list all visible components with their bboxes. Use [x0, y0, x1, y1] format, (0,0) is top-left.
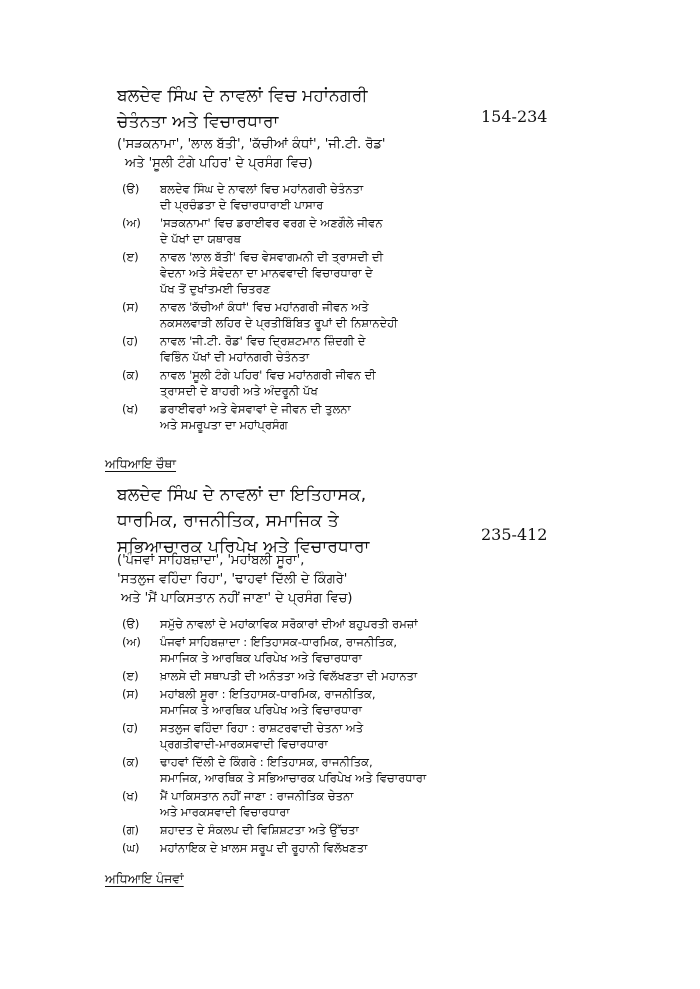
- item-text: ਮਹਾਂਬਲੀ ਸੂਰਾ : ਇਤਿਹਾਸਕ-ਧਾਰਮਿਕ, ਰਾਜਨੀਤਿਕ,: [160, 687, 376, 701]
- item-text: ਵੇਦਨਾ ਅਤੇ ਸੰਵੇਦਨਾ ਦਾ ਮਾਨਵਵਾਦੀ ਵਿਚਾਰਧਾਰਾ ਦੇ: [160, 266, 373, 280]
- list-item: [122, 840, 426, 856]
- section2-subhead-line: ('ਪੰਜਵਾਂ ਸਾਹਿਬਜ਼ਾਦਾ', 'ਮਹਾਂਬਲੀ ਸੂਰਾ',: [117, 553, 305, 568]
- item-text: ਪ੍ਰਗਤੀਵਾਦੀ-ਮਾਰਕਸਵਾਦੀ ਵਿਚਾਰਧਾਰਾ: [160, 737, 328, 751]
- section1-subhead-line: ('ਸੜਕਨਾਮਾ', 'ਲਾਲ ਬੱਤੀ', 'ਕੱਚੀਆਂ ਕੰਧਾਂ', 'ਜੀ.ਟੀ. ਰੋਡ': [117, 137, 386, 152]
- item-marker: (ਹ): [122, 334, 139, 348]
- item-text: ਢਾਹਵਾਂ ਦਿੱਲੀ ਦੇ ਕਿੰਗਰੇ : ਇਤਿਹਾਸਕ, ਰਾਜਨੀਤਿਕ,: [160, 755, 373, 769]
- item-text: ਨਕਸਲਵਾੜੀ ਲਹਿਰ ਦੇ ਪ੍ਰਤੀਬਿੰਬਿਤ ਰੂਪਾਂ ਦੀ ਨਿਸ਼ਾਨਦੇਹੀ: [160, 316, 398, 330]
- item-text: ਤ੍ਰਾਸਦੀ ਦੇ ਬਾਹਰੀ ਅਤੇ ਅੰਦਰੂਨੀ ਪੱਖ: [160, 384, 318, 398]
- item-text: ਪੱਖ ਤੋਂ ਦੁਖਾਂਤਮਈ ਚਿਤਰਣ: [160, 282, 271, 296]
- item-marker: (ਸ): [122, 687, 139, 701]
- item-text: ਵਿਭਿੰਨ ਪੱਖਾਂ ਦੀ ਮਹਾਂਨਗਰੀ ਚੇਤੰਨਤਾ: [160, 350, 310, 364]
- item-text: ਪੰਜਵਾਂ ਸਾਹਿਬਜ਼ਾਦਾ : ਇਤਿਹਾਸਕ-ਧਾਰਮਿਕ, ਰਾਜਨੀਤਿਕ,: [160, 635, 398, 649]
- section2-subhead-line: 'ਸਤਲੁਜ ਵਹਿੰਦਾ ਰਿਹਾ', 'ਢਾਹਵਾਂ ਦਿੱਲੀ ਦੇ ਕਿੰਗਰੇ': [117, 572, 348, 587]
- list-item: [122, 215, 398, 247]
- section1-item-list: [122, 181, 398, 435]
- item-text: ਅਤੇ ਮਾਰਕਸਵਾਦੀ ਵਿਚਾਰਧਾਰਾ: [160, 805, 290, 819]
- list-item: [122, 616, 426, 632]
- section1-title-line: ਚੇਤੰਨਤਾ ਅਤੇ ਵਿਚਾਰਧਾਰਾ: [117, 112, 279, 132]
- item-marker: (ਖ): [122, 402, 139, 416]
- item-text: ਅਤੇ ਸਮਰੂਪਤਾ ਦਾ ਮਹਾਂਪ੍ਰਸੰਗ: [160, 418, 288, 432]
- item-text: ਨਾਵਲ 'ਲਾਲ ਬੱਤੀ' ਵਿਚ ਵੇਸਵਾਗਮਨੀ ਦੀ ਤ੍ਰਾਸਦੀ ਦੀ: [160, 250, 384, 264]
- item-marker: (ਕ): [122, 755, 139, 769]
- list-item: [122, 754, 426, 786]
- item-marker: (ੲ): [122, 669, 139, 683]
- item-marker: (ਘ): [122, 841, 140, 855]
- section2-title-line: ਧਾਰਮਿਕ, ਰਾਜਨੀਤਿਕ, ਸਮਾਜਿਕ ਤੇ: [117, 511, 339, 531]
- section2-title-line: ਬਲਦੇਵ ਸਿੰਘ ਦੇ ਨਾਵਲਾਂ ਦਾ ਇਤਿਹਾਸਕ,: [117, 485, 367, 505]
- section1-page-range: 154-234: [481, 107, 548, 126]
- list-item: [122, 634, 426, 666]
- list-item: [122, 686, 426, 718]
- section2-title: [117, 483, 370, 559]
- item-text: ਨਾਵਲ 'ਜੀ.ਟੀ. ਰੋਡ' ਵਿਚ ਦ੍ਰਿਸ਼ਟਮਾਨ ਜ਼ਿੰਦਗੀ ਦੇ: [160, 334, 366, 348]
- item-text: ਨਾਵਲ 'ਕੱਚੀਆਂ ਕੰਧਾਂ' ਵਿਚ ਮਹਾਂਨਗਰੀ ਜੀਵਨ ਅਤੇ: [160, 300, 369, 314]
- item-text: ਮਹਾਂਨਾਇਕ ਦੇ ਖ਼ਾਲਸ ਸਰੂਪ ਦੀ ਰੂਹਾਨੀ ਵਿਲੱਖਣਤਾ: [160, 841, 368, 855]
- list-item: [122, 181, 398, 213]
- list-item: [122, 249, 398, 297]
- item-text: ਡਰਾਈਵਰਾਂ ਅਤੇ ਵੇਸਵਾਵਾਂ ਦੇ ਜੀਵਨ ਦੀ ਤੁਲਨਾ: [160, 402, 351, 416]
- list-item: [122, 668, 426, 684]
- item-text: 'ਸੜਕਨਾਮਾ' ਵਿਚ ਡਰਾਈਵਰ ਵਰਗ ਦੇ ਅਣਗੌਲੇ ਜੀਵਨ: [160, 216, 383, 230]
- item-text: ਨਾਵਲ 'ਸੂਲੀ ਟੰਗੇ ਪਹਿਰ' ਵਿਚ ਮਹਾਂਨਗਰੀ ਜੀਵਨ ਦੀ: [160, 368, 376, 382]
- item-text: ਸ਼ਹਾਦਤ ਦੇ ਸੰਕਲਪ ਦੀ ਵਿਸ਼ਿਸ਼ਟਤਾ ਅਤੇ ਉੱਚਤਾ: [160, 823, 359, 837]
- item-marker: (ੳ): [122, 617, 140, 631]
- chapter-four-heading: ਅਧਿਆਇ ਚੌਥਾ: [105, 456, 177, 471]
- item-marker: (ਅ): [122, 216, 141, 230]
- section2-subhead-line: ਅਤੇ 'ਮੈਂ ਪਾਕਿਸਤਾਨ ਨਹੀਂ ਜਾਣਾ' ਦੇ ਪ੍ਰਸੰਗ ਵਿਚ): [121, 591, 353, 606]
- list-item: [122, 401, 398, 433]
- section2-title-line: ਸਭਿਆਚਾਰਕ ਪਰਿਪੇਖ ਅਤੇ ਵਿਚਾਰਧਾਰਾ: [117, 537, 370, 557]
- item-text: ਸਮਾਜਿਕ ਤੇ ਆਰਥਿਕ ਪਰਿਪੇਖ ਅਤੇ ਵਿਚਾਰਧਾਰਾ: [160, 703, 362, 717]
- item-marker: (ਹ): [122, 721, 139, 735]
- item-text: ਸਮਾਜਿਕ, ਆਰਥਿਕ ਤੇ ਸਭਿਆਚਾਰਕ ਪਰਿਪੇਖ ਅਤੇ ਵਿਚਾਰਧਾਰਾ: [160, 771, 427, 785]
- item-text: ਸਮਾਜਿਕ ਤੇ ਆਰਥਿਕ ਪਰਿਪੇਖ ਅਤੇ ਵਿਚਾਰਧਾਰਾ: [160, 651, 362, 665]
- item-text: ਸਮੁੱਚੇ ਨਾਵਲਾਂ ਦੇ ਮਹਾਂਕਾਵਿਕ ਸਰੋਕਾਰਾਂ ਦੀਆਂ ਬਹੁਪਰਤੀ ਰਮਜ਼ਾਂ: [160, 617, 418, 631]
- item-marker: (ਅ): [122, 635, 141, 649]
- item-text: ਮੈਂ ਪਾਕਿਸਤਾਨ ਨਹੀਂ ਜਾਣਾ : ਰਾਜਨੀਤਿਕ ਚੇਤਨਾ: [160, 789, 354, 803]
- item-text: ਦੇ ਪੱਖਾਂ ਦਾ ਯਥਾਰਥ: [160, 232, 241, 246]
- item-marker: (ੳ): [122, 182, 140, 196]
- list-item: [122, 822, 426, 838]
- section2-page-range: 235-412: [481, 525, 548, 544]
- section1-subhead: [117, 135, 386, 173]
- list-item: [122, 788, 426, 820]
- item-marker: (ਗ): [122, 823, 139, 837]
- item-text: ਬਲਦੇਵ ਸਿੰਘ ਦੇ ਨਾਵਲਾਂ ਵਿਚ ਮਹਾਂਨਗਰੀ ਚੇਤੰਨਤਾ: [160, 182, 364, 196]
- section1-title-line: ਬਲਦੇਵ ਸਿੰਘ ਦੇ ਨਾਵਲਾਂ ਵਿਚ ਮਹਾਂਨਗਰੀ: [117, 86, 368, 106]
- item-marker: (ਖ): [122, 789, 139, 803]
- list-item: [122, 299, 398, 331]
- item-text: ਦੀ ਪ੍ਰਚੰਡਤਾ ਦੇ ਵਿਚਾਰਧਾਰਾਈ ਪਾਸਾਰ: [160, 198, 324, 212]
- section2-item-list: [122, 616, 426, 858]
- item-marker: (ਸ): [122, 300, 139, 314]
- list-item: [122, 720, 426, 752]
- list-item: [122, 367, 398, 399]
- chapter-five-heading: ਅਧਿਆਇ ਪੰਜਵਾਂ: [105, 871, 184, 886]
- list-item: [122, 333, 398, 365]
- section2-subhead: [117, 551, 352, 608]
- item-marker: (ਕ): [122, 368, 139, 382]
- item-marker: (ੲ): [122, 250, 139, 264]
- item-text: ਖ਼ਾਲਸੇ ਦੀ ਸਥਾਪਤੀ ਦੀ ਅਨੰਤਤਾ ਅਤੇ ਵਿਲੱਖਣਤਾ ਦੀ ਮਹਾਨਤਾ: [160, 669, 418, 683]
- section1-subhead-line: ਅਤੇ 'ਸੂਲੀ ਟੰਗੇ ਪਹਿਰ' ਦੇ ਪ੍ਰਸੰਗ ਵਿਚ): [125, 156, 313, 171]
- item-text: ਸਤਲੁਜ ਵਹਿੰਦਾ ਰਿਹਾ : ਰਾਸ਼ਟਰਵਾਦੀ ਚੇਤਨਾ ਅਤੇ: [160, 721, 364, 735]
- section1-title: [117, 84, 368, 134]
